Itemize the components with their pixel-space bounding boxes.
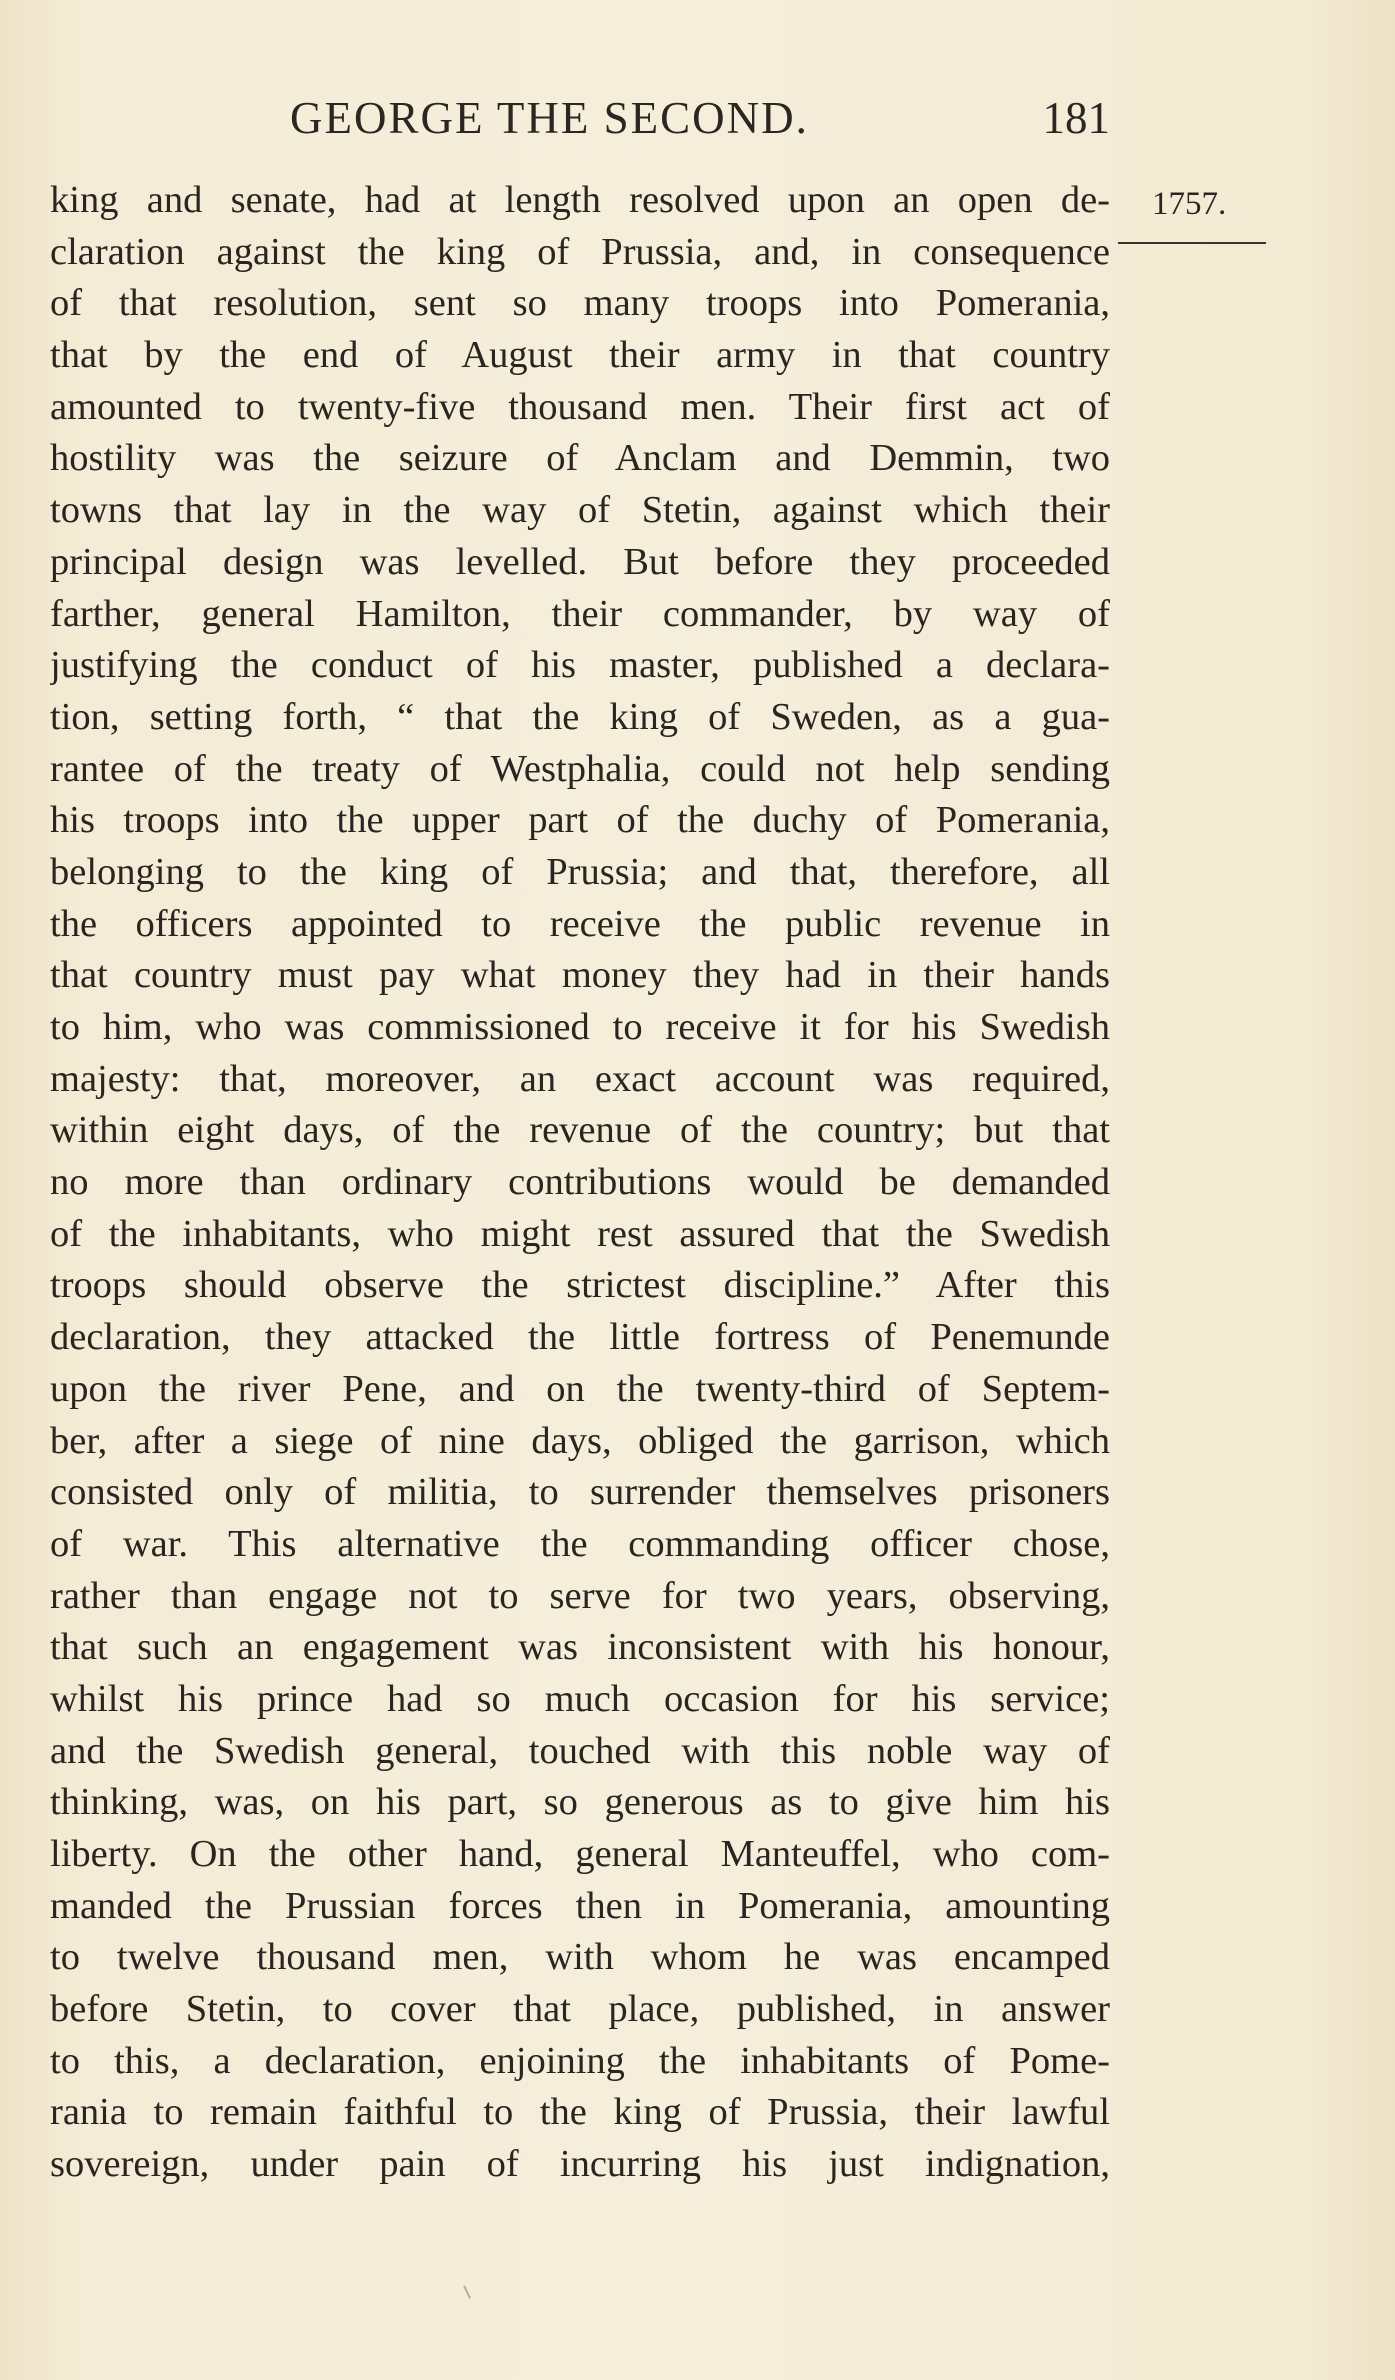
text-line: his troops into the upper part of the duchy of Pomerania, (50, 799, 1110, 842)
text-line: no more than ordinary contributions would be demanded (50, 1161, 1110, 1204)
text-line: towns that lay in the way of Stetin, against which their (50, 489, 1110, 532)
paper-speck (463, 2285, 471, 2299)
text-line: of war. This alternative the commanding officer chose, (50, 1522, 1110, 1565)
text-line: amounted to twenty-five thousand men. Their first act of (50, 385, 1110, 428)
page-header (290, 92, 1110, 152)
text-line: ber, after a siege of nine days, obliged the garrison, which (50, 1419, 1110, 1462)
text-line: liberty. On the other hand, general Manteuffel, who com- (50, 1833, 1110, 1875)
text-line: troops should observe the strictest discipline.” After this (50, 1264, 1110, 1307)
text-line: declaration, they attacked the little fortress of Penemunde (50, 1316, 1110, 1359)
text-line: the officers appointed to receive the public revenue in (50, 902, 1110, 945)
body-text (50, 175, 1110, 2191)
text-line: that by the end of August their army in that country (50, 334, 1110, 377)
text-line: hostility was the seizure of Anclam and Demmin, two (50, 437, 1110, 480)
text-line: before Stetin, to cover that place, published, in answer (50, 1988, 1110, 2031)
text-line: and the Swedish general, touched with this noble way of (50, 1729, 1110, 1772)
text-line: rather than engage not to serve for two years, observing, (50, 1574, 1110, 1617)
text-line: principal design was levelled. But before they proceeded (50, 540, 1110, 583)
text-line: of the inhabitants, who might rest assured that the Swedish (50, 1212, 1110, 1255)
text-line: king and senate, had at length resolved upon an open de- (50, 179, 1110, 221)
text-line: that such an engagement was inconsistent with his honour, (50, 1626, 1110, 1669)
text-line: manded the Prussian forces then in Pomerania, amounting (50, 1884, 1110, 1927)
text-line: whilst his prince had so much occasion for his service; (50, 1677, 1110, 1720)
text-line: of that resolution, sent so many troops into Pomerania, (50, 282, 1110, 325)
text-line: farther, general Hamilton, their commander, by way of (50, 592, 1110, 635)
text-line: consisted only of militia, to surrender themselves prisoners (50, 1471, 1110, 1514)
text-line: within eight days, of the revenue of the country; but that (50, 1109, 1110, 1152)
text-line: belonging to the king of Prussia; and that, therefore, all (50, 850, 1110, 893)
text-line: to twelve thousand men, with whom he was encamped (50, 1936, 1110, 1979)
text-line: upon the river Pene, and on the twenty-third of Septem- (50, 1367, 1110, 1410)
margin-year-note: 1757. (1152, 186, 1227, 222)
text-line: majesty: that, moreover, an exact account was required, (50, 1057, 1110, 1100)
text-line: sovereign, under pain of incurring his just indignation, (50, 2143, 1110, 2186)
running-head: GEORGE THE SECOND. (290, 93, 809, 143)
page-number: 181 (1042, 93, 1110, 143)
text-line: rania to remain faithful to the king of Prussia, their lawful (50, 2091, 1110, 2134)
text-line: justifying the conduct of his master, published a declara- (50, 644, 1110, 687)
text-line: claration against the king of Prussia, and, in consequence (50, 230, 1110, 273)
margin-rule (1118, 242, 1266, 244)
text-line: that country must pay what money they had in their hands (50, 954, 1110, 997)
text-line: thinking, was, on his part, so generous as to give him his (50, 1781, 1110, 1824)
text-line: to him, who was commissioned to receive it for his Swedish (50, 1006, 1110, 1048)
text-line: tion, setting forth, “ that the king of Sweden, as a gua- (50, 695, 1110, 738)
text-line: rantee of the treaty of Westphalia, could not help sending (50, 747, 1110, 790)
text-line: to this, a declaration, enjoining the inhabitants of Pome- (50, 2039, 1110, 2082)
